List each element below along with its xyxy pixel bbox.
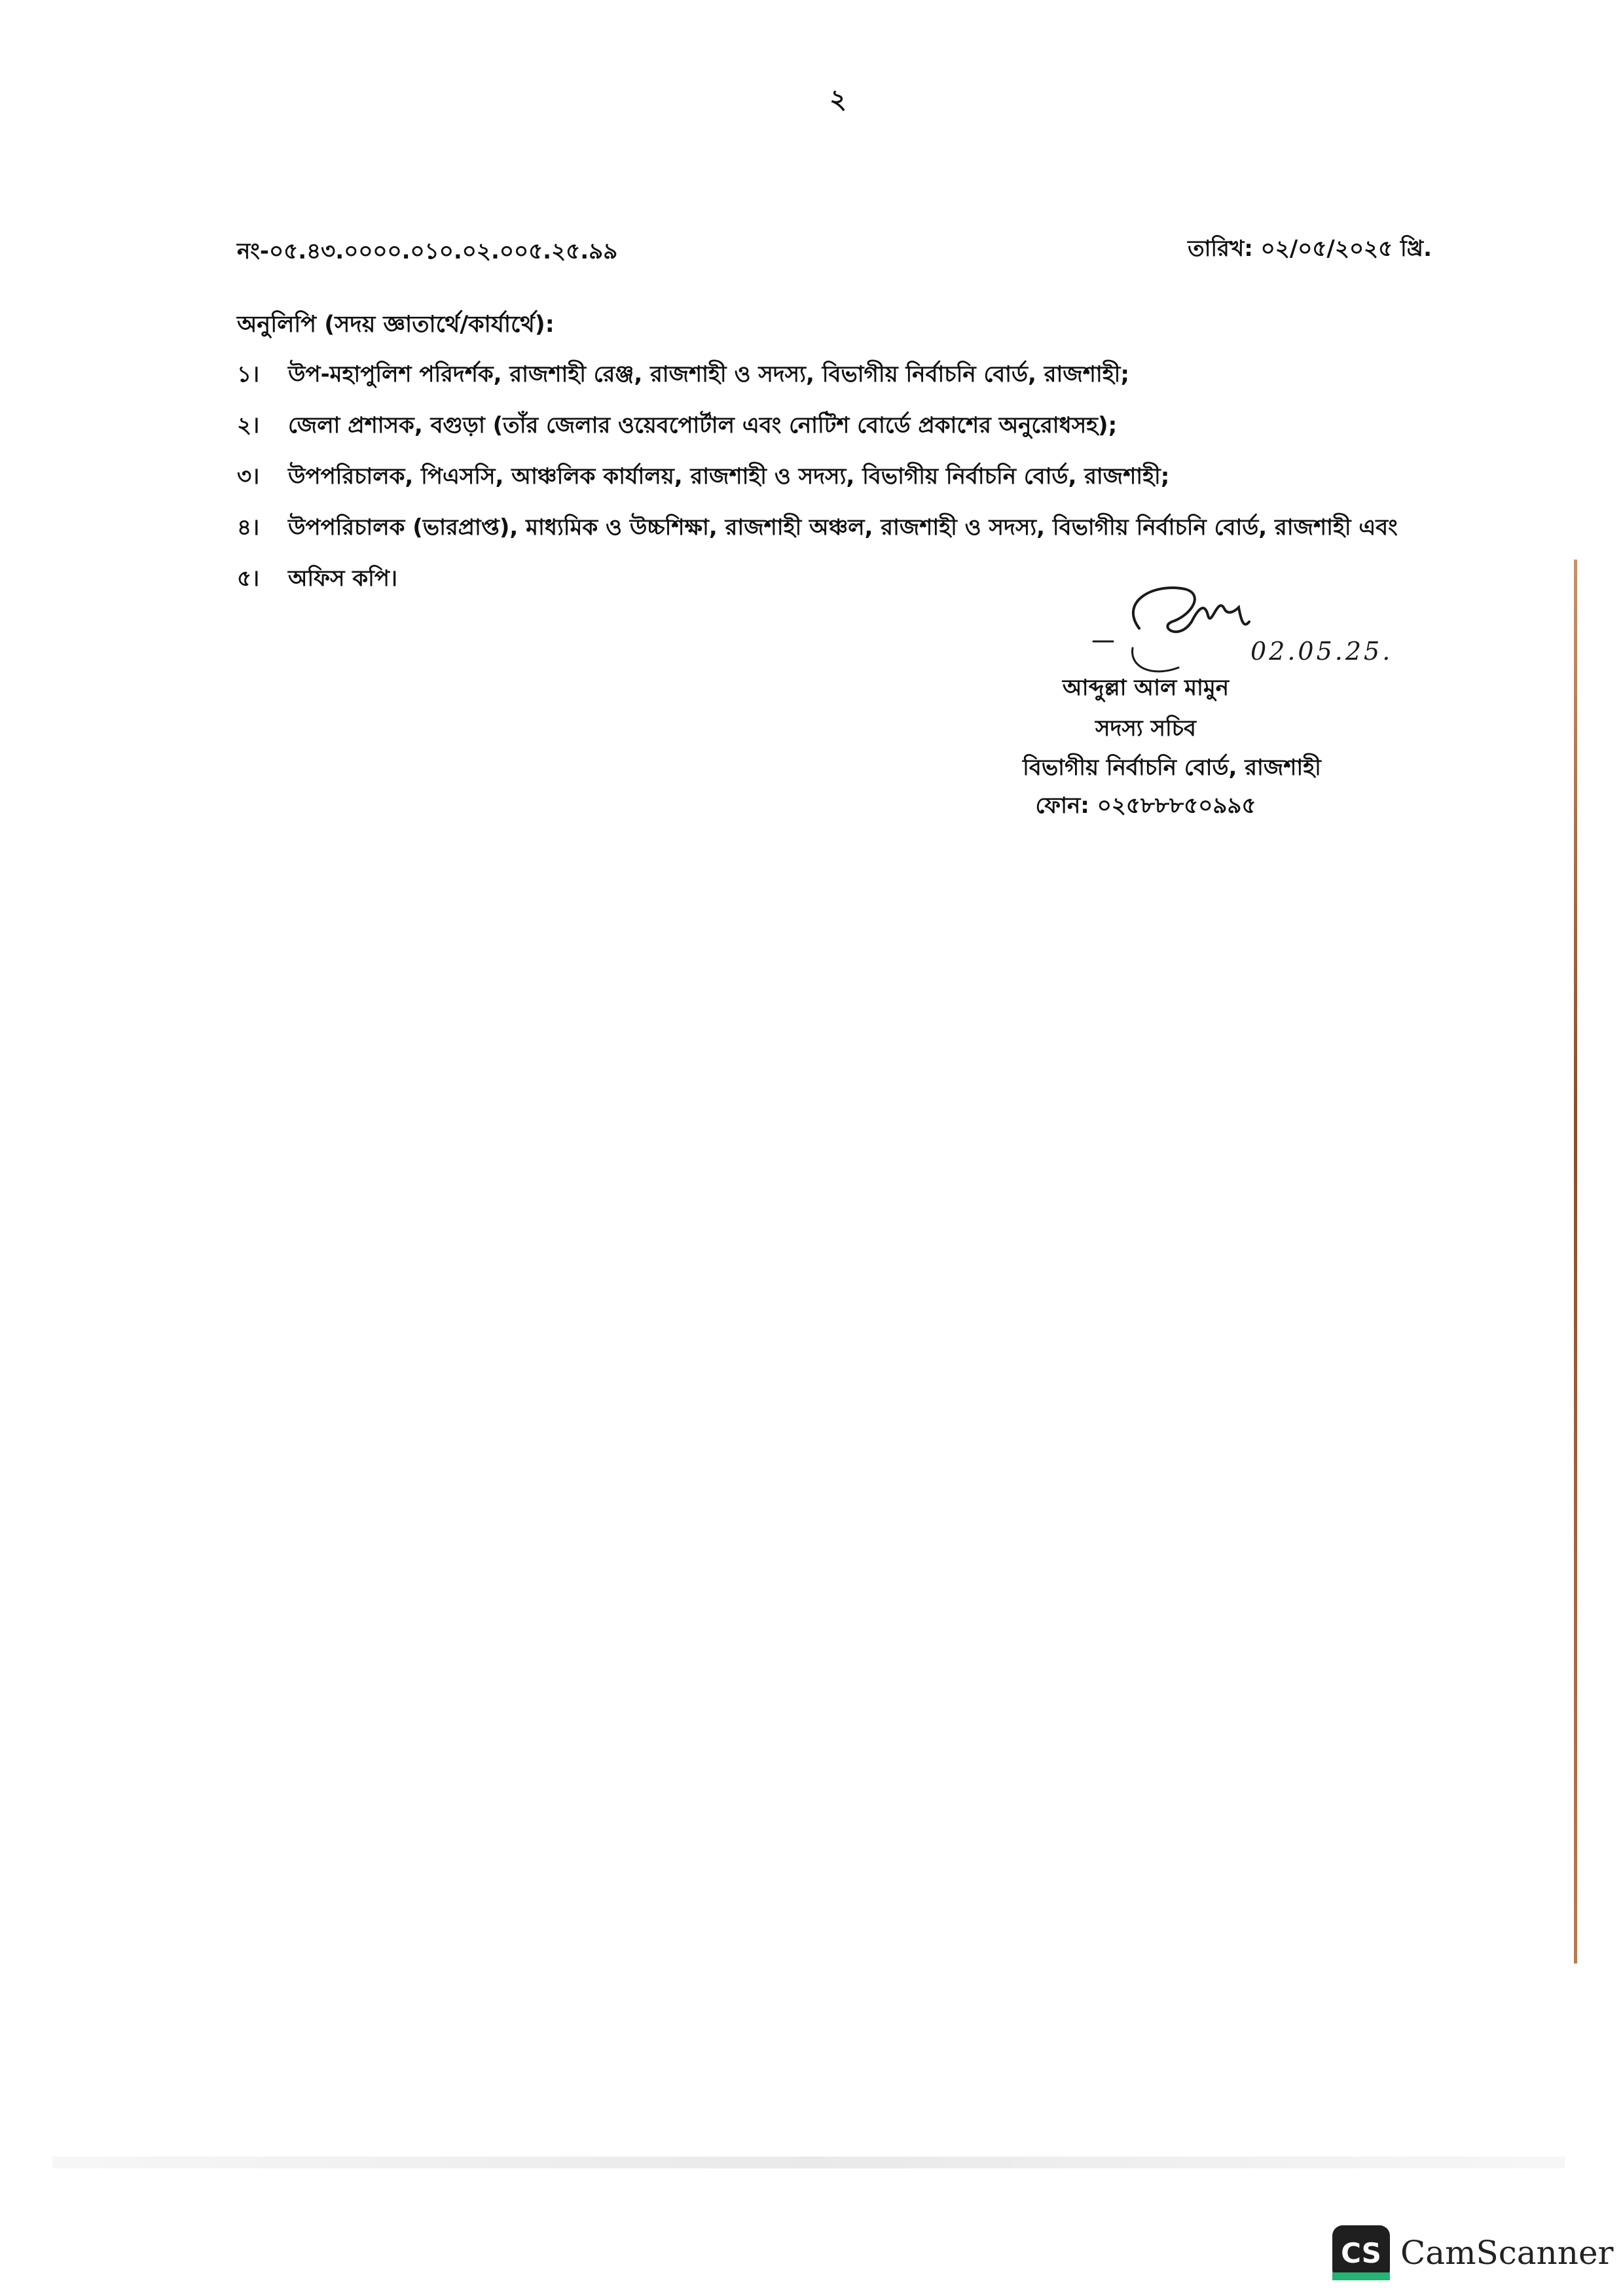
copy-list: [237, 357, 1448, 613]
signatory-designation: সদস্য সচিব: [1095, 715, 1196, 742]
memo-date: তারিখ: ০২/০৫/২০২৫ খ্রি.: [1188, 236, 1432, 262]
signature-block: [1002, 576, 1393, 825]
list-item-text: উপপরিচালক, পিএসসি, আঞ্চলিক কার্যালয়, রাজশাহী ও সদস্য, বিভাগীয় নির্বাচনি বোর্ড, রাজশাহী;: [288, 463, 1170, 490]
list-item-text: অফিস কপি।: [288, 565, 398, 592]
signature-date: 02.05.25.: [1250, 637, 1393, 666]
list-item-number: ৫।: [237, 565, 260, 592]
list-item: [237, 459, 1448, 511]
list-item-text: উপপরিচালক (ভারপ্রাপ্ত), মাধ্যমিক ও উচ্চশিক্ষা, রাজশাহী অঞ্চল, রাজশাহী ও সদস্য, বিভাগীয় নির্বাচনি বোর্ড, রাজশাহী এবং: [288, 514, 1398, 541]
list-item: [237, 511, 1448, 562]
copy-heading: অনুলিপি (সদয় জ্ঞাতার্থে/কার্যার্থে):: [237, 312, 555, 338]
list-item-number: ১।: [237, 361, 260, 387]
page-number: ২: [829, 84, 847, 115]
camscanner-watermark: [1332, 2225, 1613, 2280]
camscanner-logo-icon: CS: [1332, 2225, 1390, 2280]
list-item-number: ২।: [237, 412, 260, 439]
list-item: [237, 408, 1448, 459]
scan-margin-line: [1574, 560, 1577, 1964]
list-item-number: ৩।: [237, 463, 260, 490]
signatory-organization: বিভাগীয় নির্বাচনি বোর্ড, রাজশাহী: [1023, 755, 1321, 781]
scan-footer-noise: [52, 2157, 1565, 2168]
camscanner-name: CamScanner: [1400, 2234, 1614, 2272]
memo-number: নং-০৫.৪৩.০০০০.০১০.০২.০০৫.২৫.৯৯: [237, 238, 618, 264]
list-item-text: জেলা প্রশাসক, বগুড়া (তাঁর জেলার ওয়েবপোর্টাল এবং নোটিশ বোর্ডে প্রকাশের অনুরোধসহ);: [288, 412, 1118, 439]
signatory-phone: ফোন: ০২৫৮৮৮৫০৯৯৫: [1035, 793, 1256, 819]
list-item-number: ৪।: [237, 514, 260, 541]
signatory-name: আব্দুল্লা আল মামুন: [1062, 675, 1230, 701]
list-item: [237, 357, 1448, 408]
list-item-text: উপ-মহাপুলিশ পরিদর্শক, রাজশাহী রেঞ্জ, রাজশাহী ও সদস্য, বিভাগীয় নির্বাচনি বোর্ড, রাজশাহী;: [288, 361, 1129, 387]
